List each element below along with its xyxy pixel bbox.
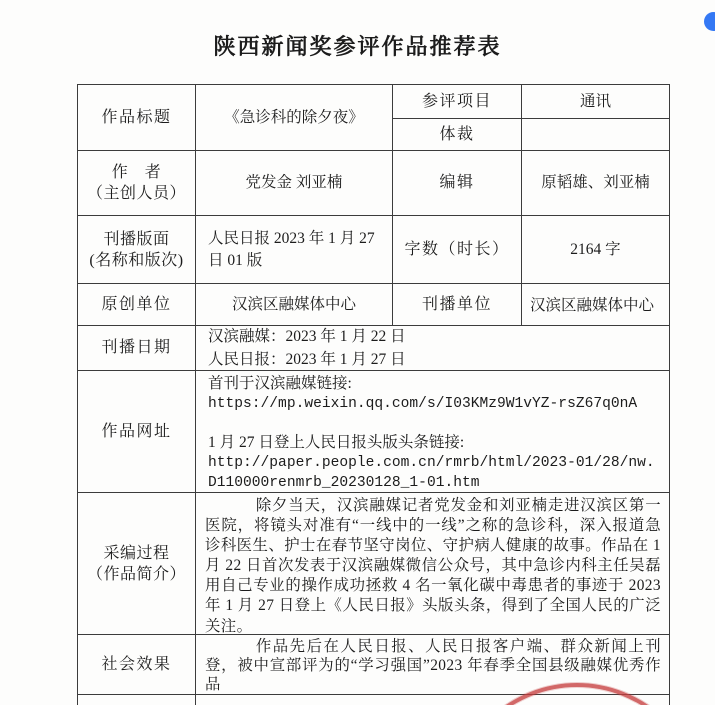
blue-marker-dot — [704, 12, 715, 31]
entry-category-value: 通讯 — [522, 85, 670, 119]
work-url-value — [196, 371, 670, 493]
work-title-label: 作品标题 — [78, 85, 196, 151]
work-url-link1: https://mp.weixin.qq.com/s/I03KMz9W1vYZ-rsZ67q0nA — [208, 396, 638, 412]
publication-page-label — [78, 216, 196, 284]
publication-page-label-line2: (名称和版次) — [89, 251, 184, 269]
word-count-label: 字数（时长） — [393, 216, 522, 284]
work-url-intro1: 首刊于汉滨融媒链接: — [208, 375, 352, 392]
original-unit-value: 汉滨区融媒体中心 — [196, 284, 393, 326]
editing-process-value — [196, 493, 670, 635]
social-effect-value — [196, 635, 670, 695]
publication-page-label-line1: 刊播版面 — [103, 230, 170, 248]
editing-process-label-line2: （作品简介） — [86, 565, 186, 583]
author-label-line1: 作 者 — [111, 164, 162, 181]
work-url-intro2: 1 月 27 日登上人民日报头版头条链接: — [208, 434, 465, 451]
publish-unit-label: 刊播单位 — [393, 284, 522, 326]
entry-category-label: 参评项目 — [393, 85, 522, 119]
social-effect-text: 作品先后在人民日报、人民日报客户端、群众新闻上刊登，被中宣部评为的“学习强国”2023 年春季全国县级融媒优秀作品 — [205, 638, 661, 693]
publish-unit-value: 汉滨区融媒体中心 — [522, 284, 670, 326]
editing-process-label-line1: 采编过程 — [103, 544, 170, 562]
genre-value — [522, 119, 670, 151]
work-url-link2: http://paper.people.com.cn/rmrb/html/2023-01/28/nw.D110000renmrb_20230128_1-01.htm — [208, 455, 655, 491]
work-url-label: 作品网址 — [78, 371, 196, 493]
recommendation-form-table — [77, 84, 670, 705]
editor-label: 编辑 — [393, 151, 522, 216]
author-label — [78, 151, 196, 216]
page-title: 陕西新闻奖参评作品推荐表 — [213, 34, 502, 59]
work-title-value: 《急诊科的除夕夜》 — [196, 85, 393, 151]
editing-process-text: 除夕当天，汉滨融媒记者党发金和刘亚楠走进汉滨区第一医院，将镜头对准有“一线中的一线”之称的急诊科，深入报道急诊科医生、护士在春节坚守岗位、守护病人健康的故事。作品在 1 月 22 日首次发表于汉滨融媒微信公众号，其中急诊内科主任吴磊用自己专业的操作成功拯救 4 名一氧化碳中毒患者的事迹于 2023 年 1 月 27 日登上《人民日报》头版头条，得到了全国人民的广泛关注。 — [205, 497, 661, 635]
publish-date-line1: 汉滨融媒：2023 年 1 月 22 日 — [208, 328, 406, 345]
author-label-line2: （主创人员） — [86, 185, 186, 202]
genre-label: 体裁 — [393, 119, 522, 151]
editing-process-label — [78, 493, 196, 635]
truncated-row-value-cell — [196, 695, 670, 705]
editor-value: 原韬雄、刘亚楠 — [522, 151, 670, 216]
publish-date-value — [196, 326, 670, 371]
author-value: 党发金 刘亚楠 — [196, 151, 393, 216]
original-unit-label: 原创单位 — [78, 284, 196, 326]
publish-date-line2: 人民日报：2023 年 1 月 27 日 — [208, 351, 406, 368]
word-count-value: 2164 字 — [522, 216, 670, 284]
publish-date-label: 刊播日期 — [78, 326, 196, 371]
social-effect-label: 社会效果 — [78, 635, 196, 695]
publication-page-value: 人民日报 2023 年 1 月 27 日 01 版 — [196, 216, 393, 284]
truncated-row-label-cell — [78, 695, 196, 705]
